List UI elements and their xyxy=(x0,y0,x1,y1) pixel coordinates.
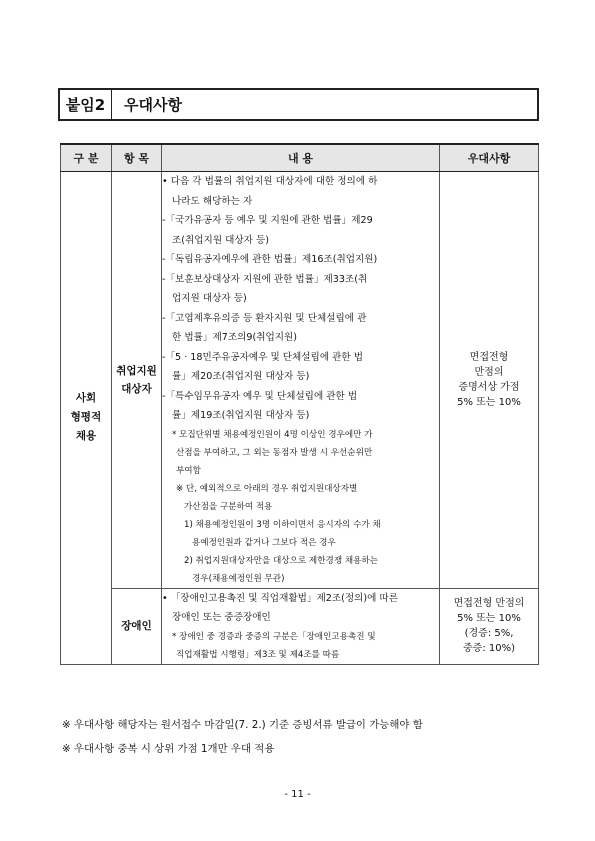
content-line: -「특수임무유공자 예우 및 단체설립에 관한 법 xyxy=(162,390,358,402)
note-line: ※ 단, 예외적으로 아래의 경우 취업지원대상자별 xyxy=(176,483,358,494)
item-cell xyxy=(112,172,162,589)
note-line: 직업재활법 시행령」제3조 및 제4조를 따름 xyxy=(176,649,340,660)
content-cell xyxy=(162,588,440,664)
content-line: • 「장애인고용촉진 및 직업재활법」제2조(정의)에 따른 xyxy=(162,592,398,604)
content-line: 조(취업지원 대상자 등) xyxy=(172,234,269,246)
preference-line: 면접전형 xyxy=(469,351,509,363)
preference-line: (경증: 5%, xyxy=(464,628,514,639)
content-line: 률」제19조(취업지원 대상자 등) xyxy=(172,410,310,421)
header-category: 구 분 xyxy=(61,144,112,172)
table-row xyxy=(61,588,539,664)
note-line: 가산점을 구분하여 적용 xyxy=(184,501,273,512)
preference-line: 중증: 10%) xyxy=(463,643,515,654)
table-header-row xyxy=(61,144,539,172)
preference-line: 증명서상 가점 xyxy=(458,381,520,393)
note-line: 2) 취업지원대상자만을 대상으로 제한경쟁 채용하는 xyxy=(184,555,379,566)
note-line: 경우(채용예정인원 무관) xyxy=(192,573,285,584)
preference-cell xyxy=(440,172,539,589)
note-line: 산점을 부여하고, 그 외는 동점자 발생 시 우선순위만 xyxy=(176,447,373,458)
content-cell xyxy=(162,172,440,589)
page-number: - 11 - xyxy=(284,789,311,800)
footnote: ※ 우대사항 해당자는 원서접수 마감일(7. 2.) 기준 증빙서류 발급이 가능해야 함 xyxy=(62,719,423,731)
annex-label: 붙임2 xyxy=(60,90,112,119)
content-line: -「보훈보상대상자 지원에 관한 법률」제33조(취 xyxy=(162,273,368,285)
content-line: 한 법률」제7조의9(취업지원) xyxy=(172,332,298,343)
preference-line: 5% 또는 10% xyxy=(457,613,521,624)
preference-table xyxy=(60,143,539,665)
note-line: * 장애인 중 경증과 중증의 구분은「장애인고용촉진 및 xyxy=(172,631,376,642)
preference-line: 5% 또는 10% xyxy=(457,396,521,408)
content-line: 장애인 또는 중증장애인 xyxy=(172,612,271,623)
content-line: 나라도 해당하는 자 xyxy=(172,195,253,207)
item-cell xyxy=(112,588,162,664)
annex-title: 우대사항 xyxy=(124,96,182,114)
category-line: 사회 xyxy=(75,392,97,405)
item-label-line: 장애인 xyxy=(121,620,152,632)
header-content: 내 용 xyxy=(162,144,440,172)
note-line: * 모집단위별 채용예정인원이 4명 이상인 경우에만 가 xyxy=(172,429,373,440)
content-line: • 다음 각 법률의 취업지원 대상자에 대한 정의에 하 xyxy=(162,176,378,187)
header-item: 항 목 xyxy=(112,144,162,172)
note-line: 용예정인원과 같거나 그보다 적은 경우 xyxy=(192,537,336,548)
preference-line: 만점의 xyxy=(474,366,504,378)
content-line: -「고엽제후유의증 등 환자지원 및 단체설립에 관 xyxy=(162,312,367,324)
note-line: 1) 채용예정인원이 3명 이하이면서 응시자의 수가 채 xyxy=(184,519,381,530)
header-preference: 우대사항 xyxy=(440,144,539,172)
item-label-line: 취업지원 xyxy=(116,364,157,377)
footnote: ※ 우대사항 중복 시 상위 가점 1개만 우대 적용 xyxy=(62,743,275,755)
annex-title-box xyxy=(58,88,539,121)
table-row xyxy=(61,172,539,589)
content-line: -「독립유공자예우에 관한 법률」제16조(취업지원) xyxy=(162,254,378,265)
content-line: -「5 · 18민주유공자예우 및 단체설립에 관한 법 xyxy=(162,351,363,363)
note-line: 부여함 xyxy=(176,465,201,476)
category-cell xyxy=(61,172,112,665)
content-line: 업지원 대상자 등) xyxy=(172,293,247,304)
preference-cell xyxy=(440,588,539,664)
item-label-line: 대상자 xyxy=(121,382,152,395)
category-line: 형평적 xyxy=(70,411,102,424)
preference-line: 면접전형 만점의 xyxy=(453,598,525,609)
category-line: 채용 xyxy=(75,430,97,443)
content-line: -「국가유공자 등 예우 및 지원에 관한 법률」제29 xyxy=(162,215,373,226)
content-line: 률」제20조(취업지원 대상자 등) xyxy=(172,371,310,382)
